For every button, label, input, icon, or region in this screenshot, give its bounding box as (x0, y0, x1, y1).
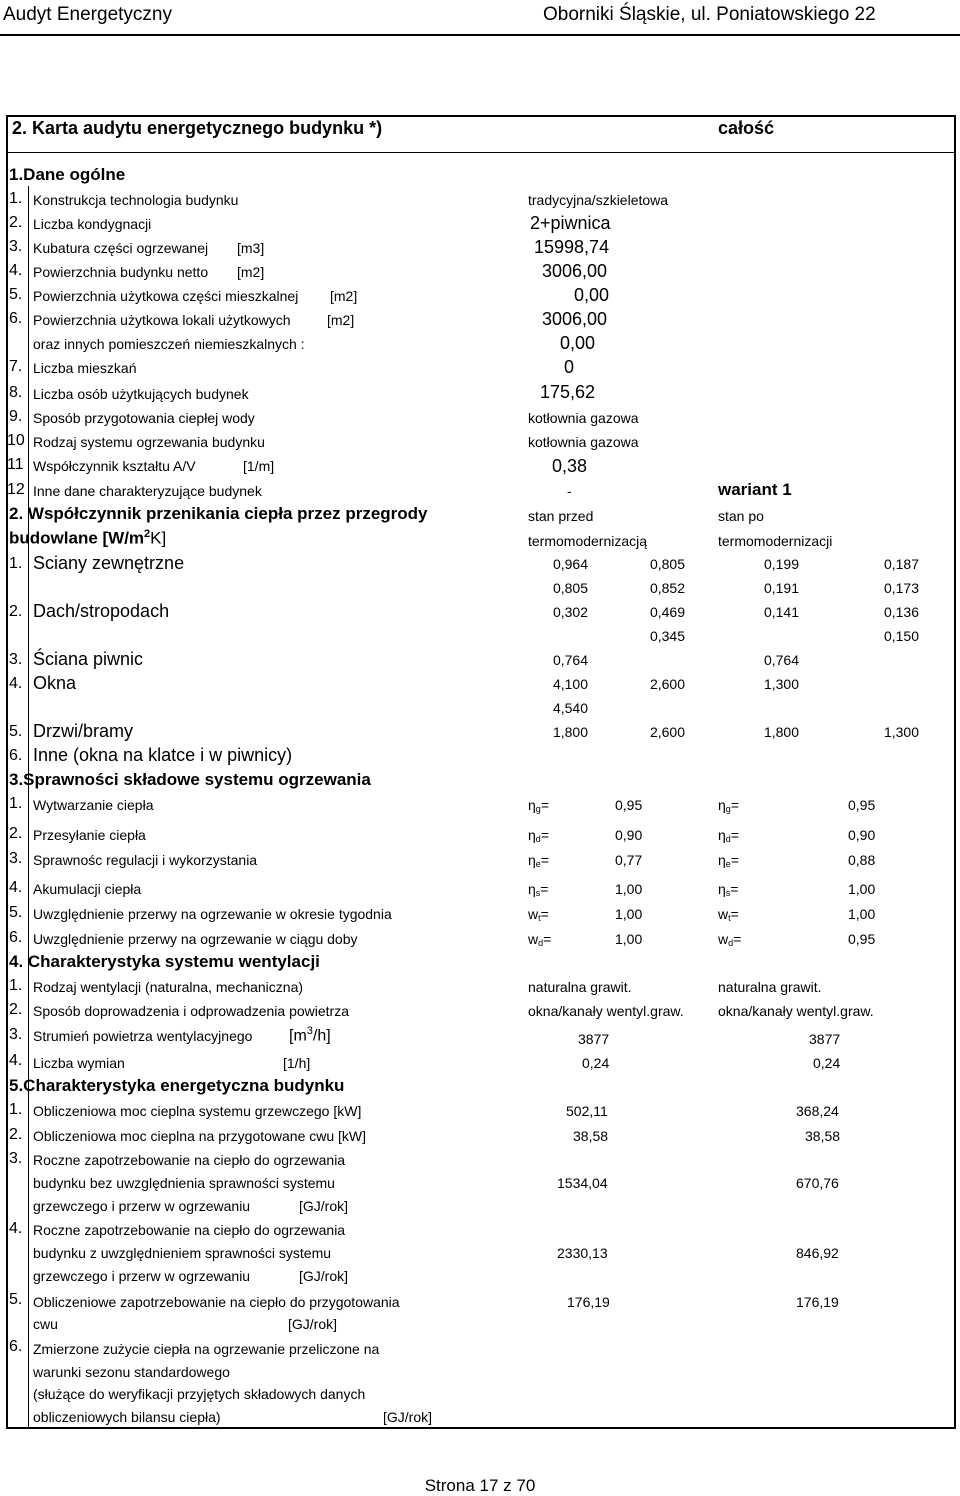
s4-row-4-num: 4. (9, 1052, 23, 1069)
s2-after-l2: termomodernizacji (718, 533, 833, 549)
s5-row-1-v1: 502,11 (566, 1103, 608, 1119)
s1-row-11-num: 11 (7, 456, 24, 473)
s3-row-v1: 0,77 (615, 852, 643, 868)
s4-row-1-v2: naturalna grawit. (718, 979, 822, 995)
s5-row-2-v2: 38,58 (805, 1128, 841, 1144)
s2-row-value: 4,100 (552, 676, 588, 692)
s1-row-7-value: 0 (564, 357, 575, 377)
s5-row-1-num: 1. (9, 1101, 23, 1118)
s1-row-8-num: 8. (9, 384, 23, 401)
page-header (0, 0, 960, 34)
s4-row-4-unit: [1/h] (283, 1055, 311, 1071)
s5-row-3-line-3: grzewczego i przerw w ogrzewaniu (33, 1198, 251, 1214)
s4-row-3-v1: 3877 (578, 1031, 610, 1047)
s3-row-v1: 1,00 (615, 906, 643, 922)
section-1-heading: 1.Dane ogólne (9, 165, 126, 184)
s1-row-4-label: Powierzchnia budynku netto (33, 264, 209, 280)
s2-row-value: 0,469 (649, 604, 685, 620)
s2-row-value: 0,187 (883, 556, 919, 572)
s1-row-10-value: kotłownia gazowa (528, 434, 639, 450)
s2-row-value: 0,141 (763, 604, 799, 620)
section-3-heading: 3.Sprawności składowe systemu ogrzewania (9, 770, 371, 789)
s1-row-1-value: tradycyjna/szkieletowa (528, 192, 669, 208)
s1-row-9-value: kotłownia gazowa (528, 410, 639, 426)
s3-row-symbol: $w_t=$ (528, 906, 549, 923)
s2-row-label: Sciany zewnętrzne (33, 553, 185, 573)
s5-row-4-v1: 2330,13 (557, 1245, 608, 1261)
s2-row-value: 0,964 (552, 556, 588, 572)
s5-row-4-unit: [GJ/rok] (299, 1268, 349, 1284)
card-title: 2. Karta audytu energetycznego budynku *) (12, 118, 383, 138)
s2-row-num: 5. (9, 723, 23, 740)
s3-row-num: 6. (9, 929, 23, 946)
s5-row-6-unit: [GJ/rok] (383, 1409, 433, 1425)
s1-row-7-num: 7. (9, 358, 23, 375)
s4-row-3-v2: 3877 (809, 1031, 841, 1047)
s1-row-6-num: 6. (9, 310, 23, 327)
s2-row-num: 1. (9, 555, 23, 572)
s1-row-2-num: 2. (9, 214, 23, 231)
s5-row-3-unit: [GJ/rok] (299, 1198, 349, 1214)
s1-row-5-label: Powierzchnia użytkowa części mieszkalnej (33, 288, 299, 304)
s5-row-4-line-3: grzewczego i przerw w ogrzewaniu (33, 1268, 251, 1284)
s5-row-2-label: Obliczeniowa moc cieplna na przygotowane cwu [kW] (33, 1128, 367, 1144)
s5-row-2-v1: 38,58 (573, 1128, 609, 1144)
s5-row-6-num: 6. (9, 1338, 23, 1355)
s3-row-label: Uwzględnienie przerwy na ogrzewanie w ciągu doby (33, 931, 358, 947)
s2-row-value: 2,600 (649, 676, 685, 692)
card-scope: całość (718, 118, 775, 138)
section-2-heading-unit: budowlane $[W/m^2K]$ (9, 528, 167, 548)
s5-row-6-line-2: warunki sezonu standardowego (33, 1364, 230, 1380)
s3-row-num: 1. (9, 795, 23, 812)
s3-row-v2: 0,88 (848, 852, 876, 868)
s1-row-3-num: 3. (9, 238, 23, 255)
s2-row-value: 0,764 (552, 652, 588, 668)
s3-row-v1: 0,95 (615, 797, 643, 813)
section-4-heading: 4. Charakterystyka systemu wentylacji (9, 952, 320, 971)
s1-variant-label: wariant 1 (718, 480, 792, 499)
section-5-heading: 5.Charakterystyka energetyczna budynku (9, 1076, 345, 1095)
s1-row-4-unit: [m2] (237, 264, 265, 280)
s3-row-v1: 1,00 (615, 881, 643, 897)
page-number: Strona 17 z 70 (424, 1476, 536, 1495)
s2-row-value: 0,805 (552, 580, 588, 596)
s5-row-5-line-2: cwu (33, 1316, 58, 1332)
s4-row-4-label: Liczba wymian (33, 1055, 125, 1071)
s5-row-2-num: 2. (9, 1126, 23, 1143)
s3-row-label: Przesyłanie ciepła (33, 827, 146, 843)
s4-row-3-label: Strumień powietrza wentylacyjnego (33, 1028, 253, 1044)
s2-row-label: Ściana piwnic (33, 649, 144, 669)
s3-row-symbol: $\eta_d=$ (528, 827, 549, 844)
s5-row-3-v2: 670,76 (796, 1175, 839, 1191)
s3-row-v2: 1,00 (848, 881, 876, 897)
s1-row-1-num: 1. (9, 190, 23, 207)
header-right: Oborniki Śląskie, ul. Poniatowskiego 22 (543, 4, 876, 25)
s2-row-num: 3. (9, 651, 23, 668)
s3-row-symbol: $\eta_s=$ (718, 881, 739, 898)
s2-row-value: 1,300 (883, 724, 919, 740)
s1-row-10-label: Rodzaj systemu ogrzewania budynku (33, 434, 265, 450)
s4-row-1-num: 1. (9, 977, 23, 994)
s2-row-label: Inne (okna na klatce i w piwnicy) (33, 745, 293, 765)
s1-row-5-unit: [m2] (330, 288, 358, 304)
s1-row-10-num: 10 (7, 432, 25, 449)
s2-row-value: 1,300 (763, 676, 799, 692)
s2-row-label: Okna (33, 673, 77, 693)
s1-row-2-value: 2+piwnica (530, 213, 611, 233)
s5-row-5-unit: [GJ/rok] (288, 1316, 338, 1332)
s3-row-num: 3. (9, 850, 23, 867)
s2-row-num: 6. (9, 747, 23, 764)
s2-row-value: 0,173 (883, 580, 919, 596)
s2-row-value: 1,800 (552, 724, 588, 740)
s3-row-label: Uwzględnienie przerwy na ogrzewanie w okresie tygodnia (33, 906, 392, 922)
s2-row-value: 1,800 (763, 724, 799, 740)
s1-row-11-value: 0,38 (552, 456, 588, 476)
s1-row-9-label: Sposób przygotowania ciepłej wody (33, 410, 255, 426)
s1-row-6-label: Powierzchnia użytkowa lokali użytkowych (33, 312, 291, 328)
s2-row-value: 4,540 (552, 700, 588, 716)
s3-row-symbol: $w_d=$ (718, 931, 742, 948)
s1-row-1-label: Konstrukcja technologia budynku (33, 192, 239, 208)
s1-row-8-value: 175,62 (540, 382, 596, 402)
s4-row-3-num: 3. (9, 1026, 23, 1043)
s3-row-symbol: $\eta_d=$ (718, 827, 739, 844)
s2-row-num: 4. (9, 675, 23, 692)
s3-row-symbol: $\eta_e=$ (528, 852, 549, 869)
s1-row-6b-label: oraz innych pomieszczeń niemieszkalnych : (33, 336, 305, 352)
s2-row-value: 0,136 (883, 604, 919, 620)
s3-row-v2: 1,00 (848, 906, 876, 922)
s5-row-6-line-3: (służące do weryfikacji przyjętych składowych danych (33, 1386, 366, 1402)
s1-row-12-num: 12 (7, 481, 25, 498)
s3-row-v2: 0,95 (848, 797, 876, 813)
s5-row-4-v2: 846,92 (796, 1245, 839, 1261)
s5-row-6-line-1: Zmierzone zużycie ciepła na ogrzewanie przeliczone na (33, 1341, 380, 1357)
s1-row-9-num: 9. (9, 408, 23, 425)
s3-row-num: 4. (9, 879, 23, 896)
s1-row-3-label: Kubatura części ogrzewanej (33, 240, 209, 256)
s4-row-2-v2: okna/kanały wentyl.graw. (718, 1003, 874, 1019)
s2-before-l1: stan przed (528, 508, 594, 524)
title-separator (8, 152, 954, 153)
s3-row-symbol: $\eta_s=$ (528, 881, 549, 898)
s1-row-4-num: 4. (9, 262, 23, 279)
s1-row-12-label: Inne dane charakteryzujące budynek (33, 483, 262, 499)
s2-after-l1: stan po (718, 508, 764, 524)
s1-row-6-unit: [m2] (327, 312, 355, 328)
s5-row-1-label: Obliczeniowa moc cieplna systemu grzewczego [kW] (33, 1103, 362, 1119)
s5-row-3-line-1: Roczne zapotrzebowanie na ciepło do ogrzewania (33, 1152, 346, 1168)
s3-row-label: Akumulacji ciepła (33, 881, 142, 897)
s3-row-num: 5. (9, 904, 23, 921)
s5-row-4-line-1: Roczne zapotrzebowanie na ciepło do ogrzewania (33, 1222, 346, 1238)
section-2-heading: 2. Współczynnik przenikania ciepła przez przegrody (9, 504, 428, 523)
s1-row-3-unit: [m3] (237, 240, 265, 256)
s3-row-v2: 0,90 (848, 827, 876, 843)
s1-row-3-value: 15998,74 (534, 237, 610, 257)
s1-row-6-value: 3006,00 (542, 309, 608, 329)
s2-row-num: 2. (9, 603, 23, 620)
s1-row-11-label: Współczynnik kształtu A/V (33, 458, 196, 474)
s2-row-value: 0,302 (552, 604, 588, 620)
s4-row-2-v1: okna/kanały wentyl.graw. (528, 1003, 684, 1019)
s3-row-symbol: $w_d=$ (528, 931, 552, 948)
s5-row-3-line-2: budynku bez uwzględnienia sprawności systemu (33, 1175, 335, 1191)
s5-row-1-v2: 368,24 (796, 1103, 839, 1119)
s2-row-value: 0,764 (763, 652, 799, 668)
s3-row-symbol: $\eta_e=$ (718, 852, 739, 869)
s3-row-num: 2. (9, 825, 23, 842)
s5-row-4-num: 4. (9, 1220, 23, 1237)
s1-row-5-value: 0,00 (574, 285, 610, 305)
s1-row-7-label: Liczba mieszkań (33, 360, 137, 376)
s3-row-symbol: $w_t=$ (718, 906, 739, 923)
s4-row-4-v1: 0,24 (582, 1055, 610, 1071)
s5-row-5-v1: 176,19 (567, 1294, 610, 1310)
s3-row-symbol: $\eta_g=$ (718, 797, 739, 814)
s3-row-v1: 0,90 (615, 827, 643, 843)
s4-row-2-label: Sposób doprowadzenia i odprowadzenia powietrza (33, 1003, 349, 1019)
s1-row-12-value: - (567, 483, 572, 499)
s5-row-3-num: 3. (9, 1150, 23, 1167)
s1-row-2-label: Liczba kondygnacji (33, 216, 152, 232)
s2-row-value: 2,600 (649, 724, 685, 740)
s4-row-1-v1: naturalna grawit. (528, 979, 632, 995)
s3-row-label: Sprawnośc regulacji i wykorzystania (33, 852, 258, 868)
s1-row-6b-value: 0,00 (560, 333, 596, 353)
s3-row-v1: 1,00 (615, 931, 643, 947)
s2-row-value: 0,199 (763, 556, 799, 572)
s2-row-label: Drzwi/bramy (33, 721, 134, 741)
s3-row-v2: 0,95 (848, 931, 876, 947)
s4-row-4-v2: 0,24 (813, 1055, 841, 1071)
s4-row-2-num: 2. (9, 1001, 23, 1018)
s5-row-5-v2: 176,19 (796, 1294, 839, 1310)
s4-row-3-unit: $[m^3/h]$ (289, 1025, 331, 1045)
s3-row-label: Wytwarzanie ciepła (33, 797, 154, 813)
s4-row-1-label: Rodzaj wentylacji (naturalna, mechaniczna) (33, 979, 304, 995)
s2-row-value: 0,345 (649, 628, 685, 644)
s2-row-value: 0,805 (649, 556, 685, 572)
header-left: Audyt Energetyczny (3, 4, 172, 25)
s2-row-value: 0,852 (649, 580, 685, 596)
s5-row-5-line-1: Obliczeniowe zapotrzebowanie na ciepło do przygotowania (33, 1294, 400, 1310)
s3-row-symbol: $\eta_g=$ (528, 797, 549, 814)
s1-row-5-num: 5. (9, 286, 23, 303)
s2-before-l2: termomodernizacją (528, 533, 648, 549)
s5-row-3-v1: 1534,04 (557, 1175, 608, 1191)
number-column-divider (28, 186, 29, 1427)
s2-row-value: 0,191 (763, 580, 799, 596)
s5-row-5-num: 5. (9, 1291, 23, 1308)
s5-row-6-line-4: obliczeniowych bilansu ciepła) (33, 1409, 221, 1425)
s1-row-4-value: 3006,00 (542, 261, 608, 281)
s2-row-label: Dach/stropodach (33, 601, 170, 621)
s1-row-8-label: Liczba osób użytkujących budynek (33, 386, 249, 402)
s2-row-value: 0,150 (883, 628, 919, 644)
s1-row-11-unit: [1/m] (243, 458, 275, 474)
s5-row-4-line-2: budynku z uwzględnieniem sprawności systemu (33, 1245, 332, 1261)
header-rule (0, 34, 960, 36)
